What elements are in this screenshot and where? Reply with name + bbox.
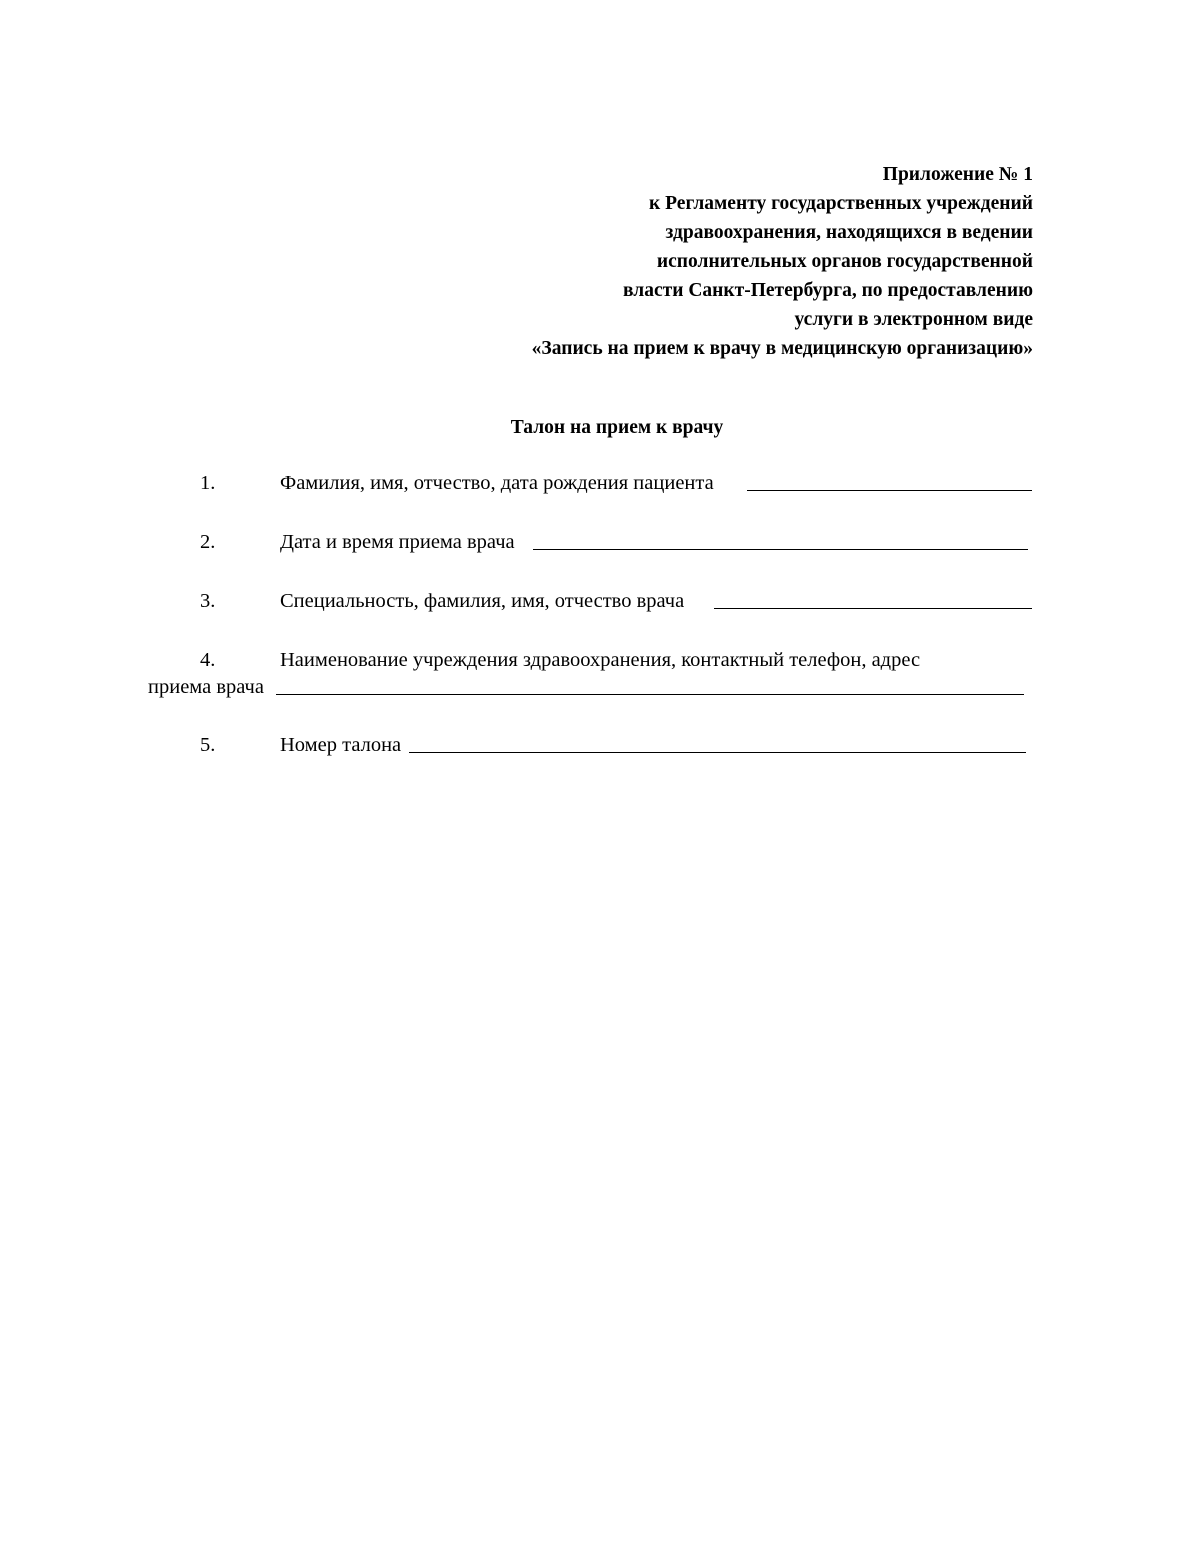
appendix-heading-line: «Запись на прием к врачу в медицинскую организацию» <box>531 338 1033 359</box>
fill-in-line[interactable] <box>409 752 1026 753</box>
form-field-institution <box>0 647 1200 700</box>
appendix-heading-line: к Регламенту государственных учреждений <box>649 193 1033 214</box>
form-field-patient <box>0 470 1200 496</box>
field-number: 3. <box>200 590 216 612</box>
form-field-ticket-number <box>0 732 1200 758</box>
field-label: Фамилия, имя, отчество, дата рождения пациента <box>280 472 714 494</box>
appendix-heading-line: власти Санкт-Петербурга, по предоставлению <box>623 280 1033 301</box>
field-label: Наименование учреждения здравоохранения, контактный телефон, адрес <box>280 649 921 671</box>
field-label: Номер талона <box>280 734 402 756</box>
field-number: 2. <box>200 531 216 553</box>
fill-in-line[interactable] <box>276 694 1024 695</box>
appendix-heading <box>393 160 1033 363</box>
appendix-heading-line: исполнительных органов государственной <box>656 251 1033 272</box>
fill-in-line[interactable] <box>533 549 1028 550</box>
appendix-heading-line: здравоохранения, находящихся в ведении <box>665 222 1033 243</box>
form-field-appointment-datetime <box>0 529 1200 555</box>
form-title: Талон на прием к врачу <box>510 417 724 438</box>
fill-in-line[interactable] <box>714 608 1032 609</box>
appendix-number: Приложение № 1 <box>882 164 1033 185</box>
form-field-doctor <box>0 588 1200 614</box>
appendix-heading-line: услуги в электронном виде <box>794 309 1033 330</box>
field-label-continuation: приема врача <box>148 676 264 698</box>
field-number: 5. <box>200 734 216 756</box>
fill-in-line[interactable] <box>747 490 1032 491</box>
field-number: 4. <box>200 649 216 671</box>
field-label: Специальность, фамилия, имя, отчество врача <box>280 590 685 612</box>
field-number: 1. <box>200 472 216 494</box>
field-label: Дата и время приема врача <box>280 531 515 553</box>
